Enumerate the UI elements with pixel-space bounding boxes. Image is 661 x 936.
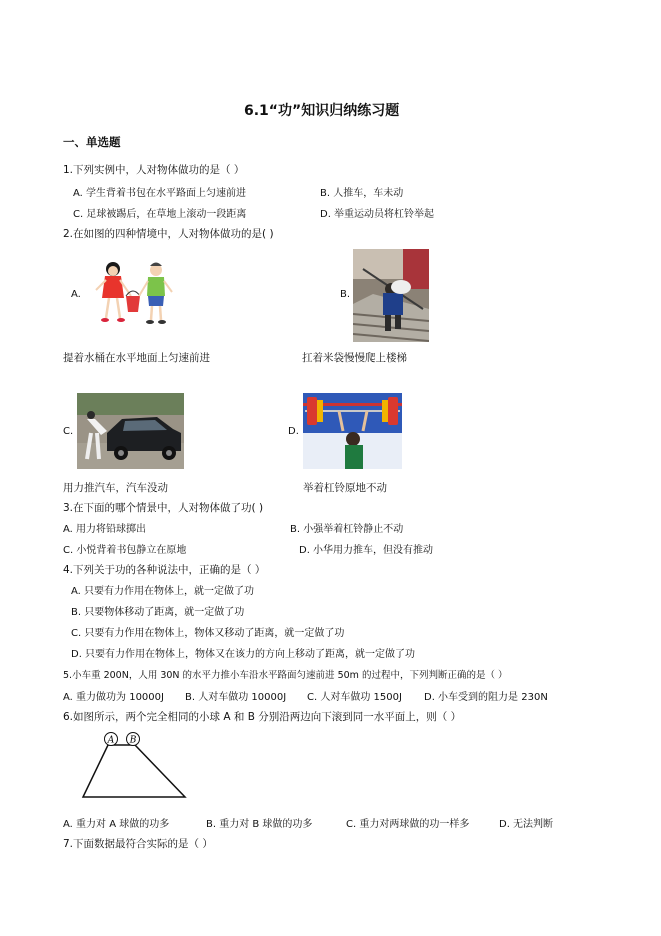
question-3-stem: 3.在下面的哪个情景中，人对物体做了功( ) — [63, 502, 264, 514]
question-2-stem: 2.在如图的四种情境中，人对物体做功的是( ) — [63, 228, 274, 240]
question-4-option-b: B. 只要物体移动了距离，就一定做了功 — [71, 607, 245, 618]
ball-a-label: A — [107, 735, 115, 746]
question-3-option-b: B. 小强举着杠铃静止不动 — [290, 524, 404, 535]
question-3-option-a: A. 用力将铅球掷出 — [63, 524, 147, 535]
question-4-option-d: D. 只要有力作用在物体上，物体又在该力的方向上移动了距离，就一定做了功 — [71, 649, 416, 660]
question-6-option-c: C. 重力对两球做的功一样多 — [346, 819, 470, 830]
question-6-option-a: A. 重力对 A 球做的功多 — [63, 819, 170, 830]
lifter-suit — [345, 445, 363, 469]
figure-climbing-stairs — [353, 249, 429, 342]
question-5-option-d: D. 小车受到的阻力是 230N — [424, 692, 548, 703]
boy-shirt — [147, 277, 165, 296]
question-2-label-d: D. — [288, 426, 299, 437]
section-heading: 一、单选题 — [63, 135, 121, 149]
question-1-option-a: A. 学生背着书包在水平路面上匀速前进 — [73, 188, 247, 199]
question-6-stem: 6.如图所示，两个完全相同的小球 A 和 B 分别沿两边向下滚到同一水平面上，则（ ） — [63, 711, 462, 723]
question-5-option-a: A. 重力做功为 10000J — [63, 692, 164, 703]
plate-right — [388, 397, 398, 425]
girl-dress — [102, 276, 124, 298]
question-1-option-c: C. 足球被踢后，在草地上滚动一段距离 — [73, 209, 247, 220]
question-6-option-d: D. 无法判断 — [499, 819, 554, 830]
question-1-option-b: B. 人推车，车未动 — [320, 188, 404, 199]
question-2-caption-d: 举着杠铃原地不动 — [303, 482, 387, 494]
person-jacket — [383, 293, 403, 315]
rice-bag — [391, 280, 411, 294]
trapezoid-shape — [83, 745, 185, 797]
question-2-label-a: A. — [71, 289, 81, 300]
question-2-label-c: C. — [63, 426, 74, 437]
figure-trapezoid-slopes — [80, 729, 195, 799]
question-4-option-c: C. 只要有力作用在物体上，物体又移动了距离，就一定做了功 — [71, 628, 345, 639]
question-2-caption-c: 用力推汽车，汽车没动 — [63, 482, 168, 494]
question-3-option-d: D. 小华用力推车，但没有推动 — [299, 545, 434, 556]
question-2-caption-a: 提着水桶在水平地面上匀速前进 — [63, 352, 210, 364]
question-1-stem: 1.下列实例中，人对物体做功的是（ ） — [63, 164, 245, 176]
figure-pushing-car — [77, 393, 184, 469]
figure-holding-barbell — [303, 393, 402, 469]
question-3-option-c: C. 小悦背着书包静立在原地 — [63, 545, 187, 556]
question-7-stem: 7.下面数据最符合实际的是（ ） — [63, 838, 213, 850]
figure-carrying-bucket — [86, 256, 181, 331]
question-5-stem: 5.小车重 200N，人用 30N 的水平力推小车沿水平路面匀速前进 50m 的过程中，下列判断正确的是（ ） — [63, 670, 508, 681]
ball-b-label: B — [129, 735, 137, 746]
question-4-option-a: A. 只要有力作用在物体上，就一定做了功 — [71, 586, 255, 597]
question-4-stem: 4.下列关于功的各种说法中，正确的是（ ） — [63, 564, 266, 576]
question-5-option-b: B. 人对车做功 10000J — [185, 692, 287, 703]
question-2-caption-b: 扛着米袋慢慢爬上楼梯 — [302, 352, 407, 364]
page-title: 6.1“功”知识归纳练习题 — [244, 103, 400, 119]
question-5-option-c: C. 人对车做功 1500J — [307, 692, 402, 703]
question-2-label-b: B. — [340, 289, 351, 300]
question-1-option-d: D. 举重运动员将杠铃举起 — [320, 209, 435, 220]
bucket-icon — [126, 296, 140, 312]
plate-left — [307, 397, 317, 425]
question-6-option-b: B. 重力对 B 球做的功多 — [206, 819, 313, 830]
